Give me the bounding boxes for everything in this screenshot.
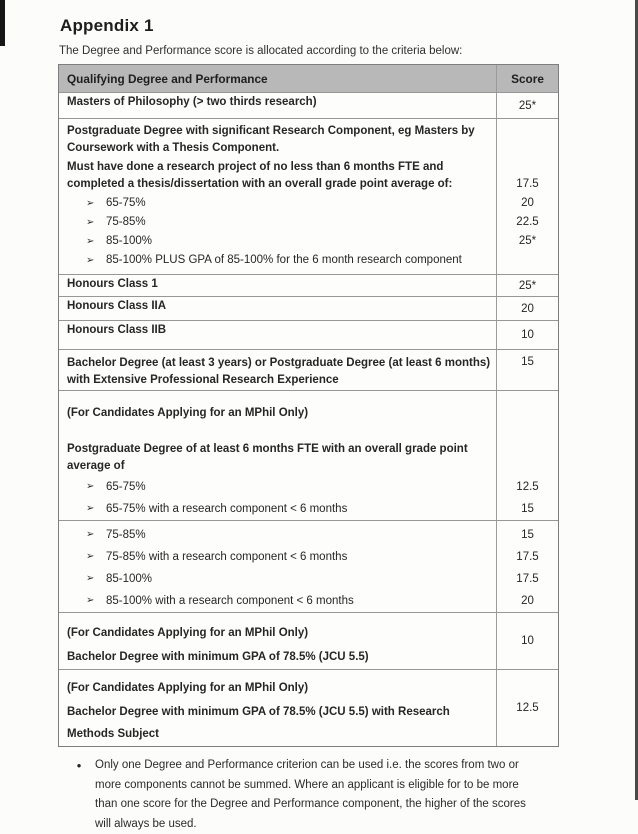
criteria-text: Bachelor Degree with minimum GPA of 78.5% (JCU 5.5) — [67, 651, 369, 663]
criteria-text: Postgraduate Degree of at least 6 months FTE with an overall grade point average of — [67, 443, 468, 472]
scan-artifact-top-left — [0, 0, 5, 46]
score-value: 25* — [518, 235, 537, 247]
table-row — [59, 349, 558, 390]
table-header-row — [59, 65, 558, 92]
criteria-text: 65-75% — [106, 197, 146, 209]
score-value: 15 — [521, 529, 534, 541]
score-value: 17.5 — [516, 178, 539, 190]
score-value: 10 — [521, 635, 534, 647]
criteria-text: (For Candidates Applying for an MPhil Only) — [67, 682, 309, 694]
bullet-arrow-icon: ➢ — [86, 236, 95, 247]
criteria-bullet-line — [59, 232, 558, 251]
criteria-bullet-line — [59, 568, 558, 590]
table-row — [59, 296, 558, 320]
score-value: 15 — [521, 356, 534, 368]
criteria-text-line — [59, 275, 558, 294]
criteria-bullet-line — [59, 476, 558, 498]
score-value: 12.5 — [516, 481, 539, 493]
score-value: 25* — [518, 99, 537, 112]
criteria-text-line — [59, 354, 558, 390]
intro-text: The Degree and Performance score is allocated according to the criteria below: — [59, 45, 463, 57]
table-row — [59, 92, 558, 118]
criteria-text-line — [59, 321, 558, 340]
criteria-bullet-line — [59, 251, 558, 270]
bullet-arrow-icon: ➢ — [86, 573, 95, 584]
criteria-text: 85-100% — [106, 573, 153, 585]
row-spacer — [59, 423, 558, 440]
footnote-bullet-icon: • — [76, 758, 82, 773]
criteria-text: Masters of Philosophy (> two thirds research) — [67, 96, 317, 108]
bullet-arrow-icon: ➢ — [86, 529, 95, 540]
criteria-text: 75-85% with a research component < 6 months — [106, 551, 348, 563]
criteria-text-line — [59, 645, 558, 669]
footnote-text: Only one Degree and Performance criterion can be used i.e. the scores from two or more components cannot be summed. Where an applicant is eligible for to be more than one score for the Degree and Performance component, the higher of the scores will always be used. — [95, 759, 526, 830]
criteria-text: Honours Class IIA — [67, 300, 167, 312]
bullet-arrow-icon: ➢ — [86, 503, 95, 514]
bullet-arrow-icon: ➢ — [86, 217, 95, 228]
table-header-criteria: Qualifying Degree and Performance — [67, 71, 268, 86]
bullet-arrow-icon: ➢ — [86, 595, 95, 606]
criteria-text: Bachelor Degree with minimum GPA of 78.5% (JCU 5.5) with Research Methods Subject — [67, 706, 450, 740]
table-row — [59, 390, 558, 520]
criteria-text: Bachelor Degree (at least 3 years) or Postgraduate Degree (at least 6 months) with Extensive Professional Research Experience — [67, 357, 491, 386]
criteria-text: Honours Class IIB — [67, 324, 167, 336]
score-value: 17.5 — [516, 573, 539, 585]
bullet-arrow-icon: ➢ — [86, 198, 95, 209]
criteria-text: (For Candidates Applying for an MPhil Only) — [67, 407, 309, 419]
criteria-bullet-line — [59, 546, 558, 568]
score-value: 17.5 — [516, 551, 539, 563]
criteria-bullet-line — [59, 213, 558, 232]
score-value: 15 — [521, 503, 534, 515]
criteria-text-line — [59, 440, 558, 476]
criteria-text: Honours Class 1 — [67, 278, 158, 290]
criteria-text: (For Candidates Applying for an MPhil Only) — [67, 627, 309, 639]
document-page — [58, 13, 559, 834]
score-value — [497, 421, 558, 423]
table-row — [59, 118, 558, 274]
table-row — [59, 320, 558, 349]
score-table — [58, 64, 559, 747]
criteria-text-line — [59, 676, 558, 700]
criteria-text: 75-85% — [106, 529, 146, 541]
bullet-arrow-icon: ➢ — [86, 481, 95, 492]
criteria-text: Must have done a research project of no less than 6 months FTE and completed a thesis/dissertation with an overall grade point average of: — [67, 161, 453, 190]
criteria-text-line — [59, 404, 558, 423]
criteria-text: 85-100% — [106, 235, 153, 247]
score-value: 25* — [518, 279, 537, 292]
page-title: Appendix 1 — [60, 16, 154, 35]
criteria-bullet-line — [59, 590, 558, 612]
score-value: 20 — [521, 302, 534, 315]
bullet-arrow-icon: ➢ — [86, 551, 95, 562]
criteria-bullet-line — [59, 498, 558, 520]
criteria-text-line — [59, 93, 558, 112]
criteria-text-line — [59, 122, 558, 158]
table-row — [59, 520, 558, 612]
score-value: 20 — [521, 595, 534, 607]
criteria-text: 65-75% with a research component < 6 months — [106, 503, 348, 515]
criteria-text-line — [59, 297, 558, 316]
footnote — [73, 756, 541, 834]
score-value: 12.5 — [516, 702, 539, 714]
table-header-score: Score — [511, 71, 544, 86]
criteria-bullet-line — [59, 194, 558, 213]
criteria-text: 85-100% PLUS GPA of 85-100% for the 6 month research component — [106, 254, 462, 266]
score-value: 22.5 — [516, 216, 539, 228]
score-value: 20 — [521, 197, 534, 209]
criteria-text: 75-85% — [106, 216, 146, 228]
score-value — [497, 268, 558, 270]
score-value — [497, 156, 558, 158]
criteria-text-line — [59, 700, 558, 746]
table-row — [59, 274, 558, 296]
bullet-arrow-icon: ➢ — [86, 255, 95, 266]
criteria-text: 85-100% with a research component < 6 months — [106, 595, 354, 607]
score-value: 10 — [521, 329, 534, 341]
table-row — [59, 669, 558, 746]
criteria-text-line — [59, 621, 558, 645]
criteria-text-line — [59, 158, 558, 194]
table-row — [59, 612, 558, 669]
criteria-text: Postgraduate Degree with significant Research Component, eg Masters by Coursework with a Thesis Component. — [67, 125, 475, 154]
criteria-text: 65-75% — [106, 481, 146, 493]
criteria-bullet-line — [59, 524, 558, 546]
